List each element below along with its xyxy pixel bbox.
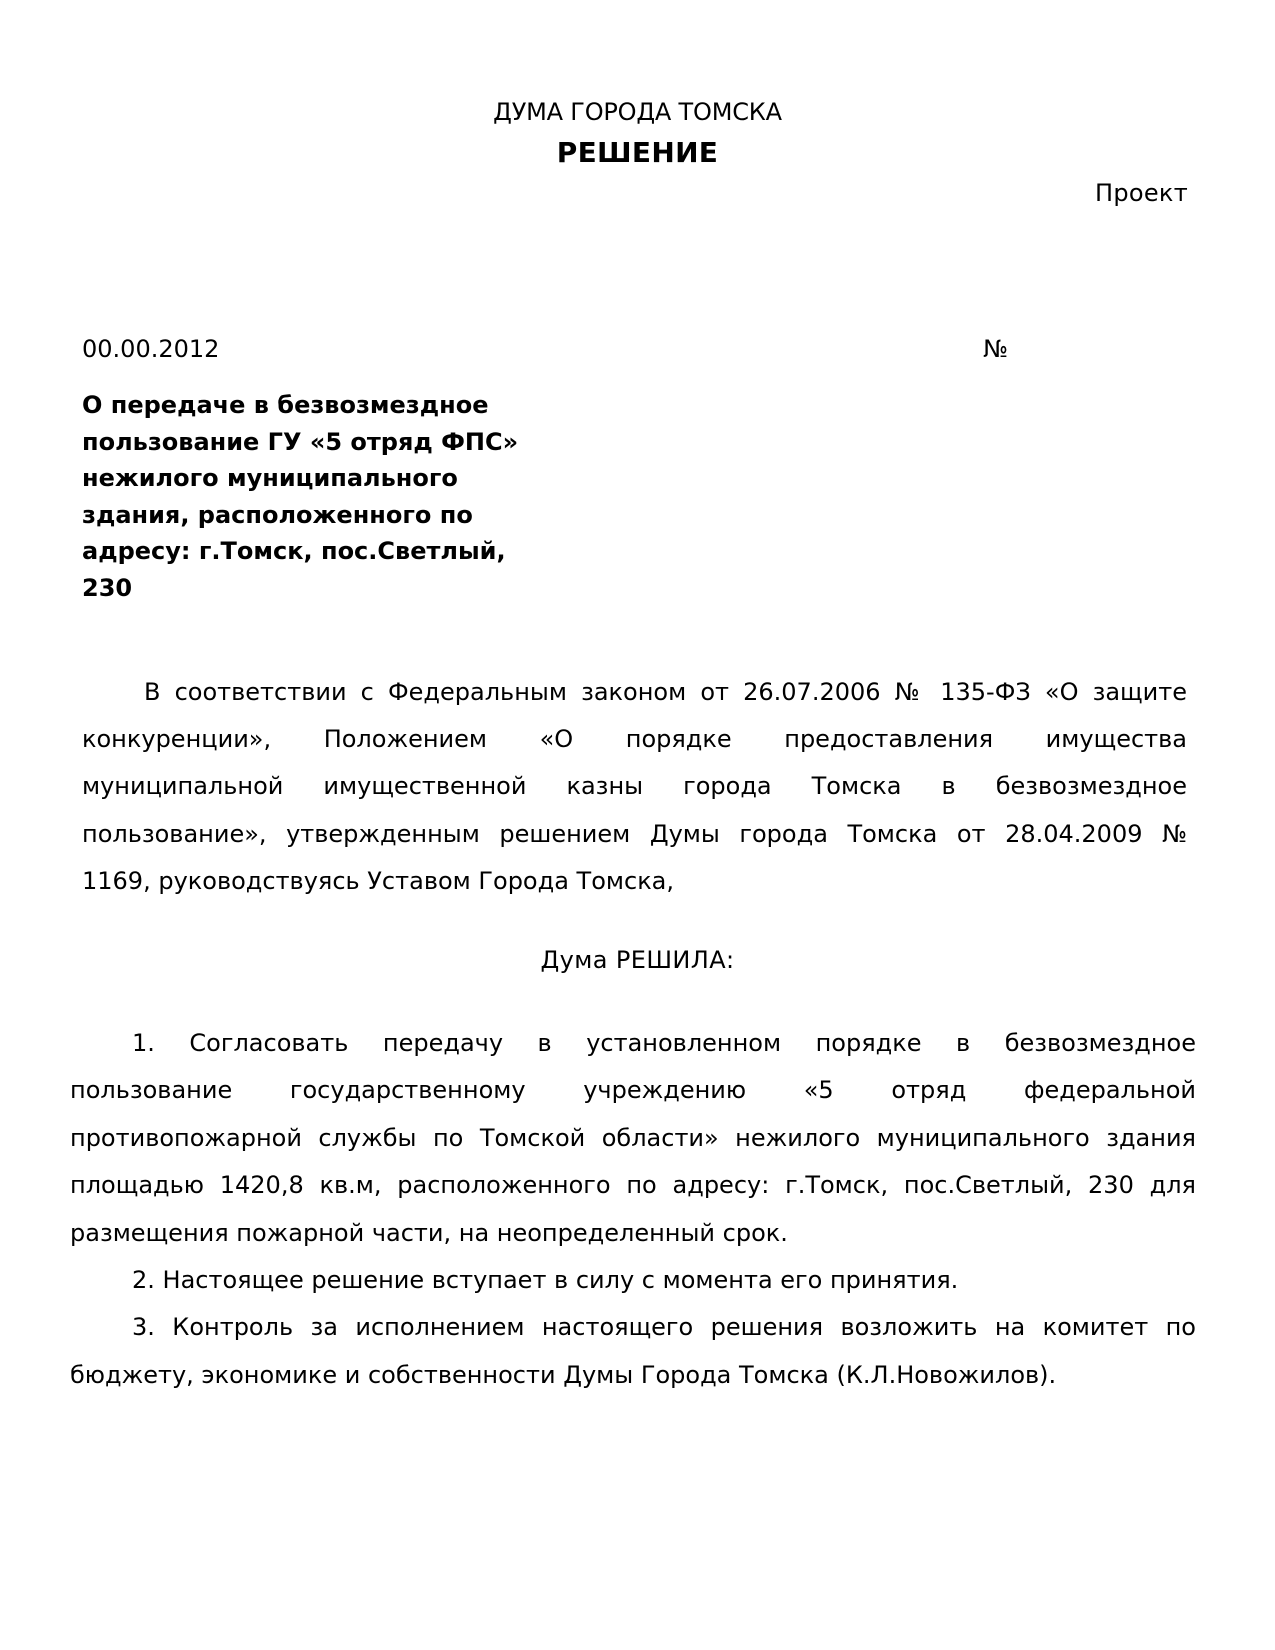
organization-title: ДУМА ГОРОДА ТОМСКА: [493, 98, 782, 126]
preamble-line: муниципальной имущественной казны города Томска в безвозмездное: [82, 772, 1187, 801]
decision-heading: Дума РЕШИЛА:: [540, 946, 735, 974]
document-number-label: №: [983, 335, 1008, 363]
item-3-line: бюджету, экономике и собственности Думы Города Томска (К.Л.Новожилов).: [70, 1360, 1057, 1389]
subject-line: здания, расположенного по: [82, 500, 473, 529]
document-subject: [82, 387, 542, 606]
preamble-paragraph: [82, 669, 1187, 905]
preamble-line: В соответствии с Федеральным законом от 26.07.2006 № 135-ФЗ «О защите: [144, 678, 1187, 706]
item-1-line: площадью 1420,8 кв.м, расположенного по адресу: г.Томск, пос.Светлый, 230 для: [70, 1171, 1196, 1200]
subject-line: адресу: г.Томск, пос.Светлый,: [82, 537, 506, 565]
preamble-line: пользование», утвержденным решением Думы города Томска от 28.04.2009 №: [82, 819, 1187, 848]
draft-status-label: Проект: [1094, 179, 1188, 207]
decision-items: [70, 1020, 1196, 1399]
item-1-line: размещения пожарной части, на неопределенный срок.: [70, 1218, 788, 1247]
subject-line: 230: [82, 573, 133, 602]
preamble-line: 1169, руководствуясь Уставом Города Томска,: [82, 866, 675, 895]
item-2-line: 2. Настоящее решение вступает в силу с момента его принятия.: [132, 1265, 959, 1294]
document-type-heading: РЕШЕНИЕ: [556, 136, 719, 169]
subject-line: О передаче в безвозмездное: [82, 391, 489, 419]
item-3-line: 3. Контроль за исполнением настоящего решения возложить на комитет по: [132, 1313, 1196, 1342]
preamble-line: конкуренции», Положением «О порядке предоставления имущества: [82, 725, 1187, 754]
subject-line: нежилого муниципального: [82, 464, 458, 492]
item-1-line: пользование государственному учреждению «5 отряд федеральной: [70, 1076, 1196, 1105]
item-1-line: противопожарной службы по Томской области» нежилого муниципального здания: [70, 1123, 1196, 1152]
subject-line: пользование ГУ «5 отряд ФПС»: [82, 427, 519, 456]
item-1-line: 1. Согласовать передачу в установленном порядке в безвозмездное: [132, 1029, 1196, 1057]
document-date: 00.00.2012: [82, 335, 220, 363]
